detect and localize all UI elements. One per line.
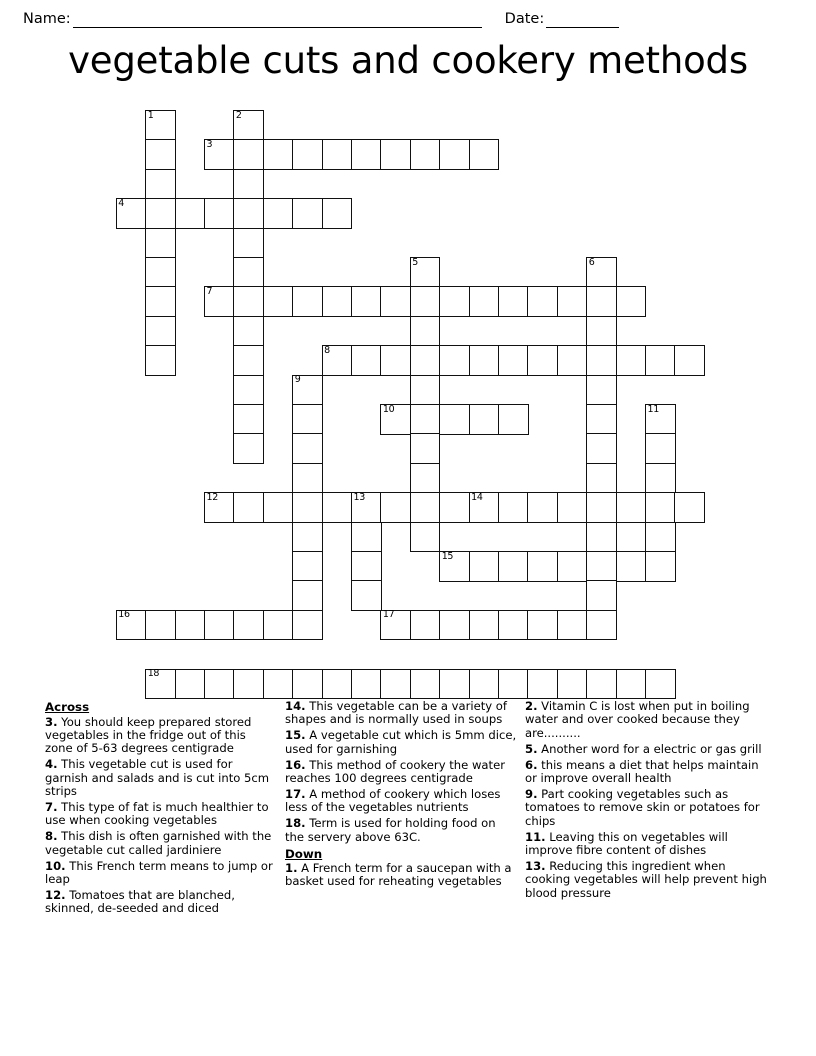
- grid-cell[interactable]: [410, 669, 441, 700]
- grid-cell[interactable]: [498, 551, 529, 582]
- grid-cell[interactable]: [145, 345, 176, 376]
- grid-cell-number: 17: [382, 609, 395, 621]
- grid-cell-number: 14: [471, 491, 483, 503]
- clue-list: [45, 700, 775, 918]
- grid-cell[interactable]: [410, 316, 441, 347]
- grid-cell-numbered[interactable]: [204, 286, 235, 317]
- grid-cell[interactable]: [586, 492, 617, 523]
- grid-cell[interactable]: [380, 492, 411, 523]
- grid-cell[interactable]: [322, 669, 353, 700]
- clue-number: 7.: [45, 799, 58, 814]
- clue-text: A method of cookery which loses less of the vegetables nutrients: [285, 786, 501, 815]
- grid-cell[interactable]: [410, 433, 441, 464]
- grid-cell[interactable]: [233, 257, 264, 288]
- grid-cell[interactable]: [586, 669, 617, 700]
- grid-cell-numbered[interactable]: [410, 257, 441, 288]
- grid-cell[interactable]: [645, 433, 676, 464]
- grid-cell[interactable]: [616, 286, 647, 317]
- grid-cell-numbered[interactable]: [116, 610, 147, 641]
- grid-cell[interactable]: [527, 345, 558, 376]
- grid-cell[interactable]: [469, 404, 500, 435]
- clue-down-5: [525, 743, 767, 756]
- grid-cell[interactable]: [175, 669, 206, 700]
- grid-cell-number: 3: [206, 138, 213, 150]
- clue-column-3: [525, 700, 775, 918]
- grid-cell-number: 15: [441, 550, 454, 562]
- grid-cell[interactable]: [586, 551, 617, 582]
- clue-text: This French term means to jump or leap: [45, 858, 273, 886]
- grid-cell[interactable]: [498, 404, 529, 435]
- grid-cell-number: 6: [588, 256, 595, 268]
- grid-cell[interactable]: [586, 404, 617, 435]
- grid-cell[interactable]: [498, 492, 529, 523]
- grid-cell[interactable]: [410, 610, 441, 641]
- grid-cell[interactable]: [439, 492, 470, 523]
- clue-number: 17.: [285, 786, 306, 801]
- grid-cell[interactable]: [410, 345, 441, 376]
- grid-cell[interactable]: [263, 198, 294, 229]
- clue-column-2: [285, 700, 525, 918]
- grid-cell[interactable]: [557, 669, 588, 700]
- clue-text: Tomatoes that are blanched, skinned, de-seeded and diced: [45, 887, 235, 916]
- grid-cell[interactable]: [380, 345, 411, 376]
- grid-cell-numbered[interactable]: [145, 669, 176, 700]
- clue-across-12: [45, 889, 277, 916]
- clue-number: 16.: [285, 757, 306, 772]
- clue-number: 4.: [45, 757, 58, 772]
- grid-cell[interactable]: [645, 551, 676, 582]
- grid-cell[interactable]: [351, 669, 382, 700]
- grid-cell[interactable]: [439, 610, 470, 641]
- grid-cell-numbered[interactable]: [380, 404, 411, 435]
- grid-cell[interactable]: [292, 669, 323, 700]
- grid-cell-numbered[interactable]: [586, 257, 617, 288]
- clue-number: 5.: [525, 741, 538, 756]
- grid-cell-number: 10: [382, 403, 395, 415]
- grid-cell[interactable]: [233, 139, 264, 170]
- grid-cell-numbered[interactable]: [439, 551, 470, 582]
- grid-cell[interactable]: [292, 139, 323, 170]
- grid-cell[interactable]: [145, 198, 176, 229]
- grid-cell[interactable]: [527, 286, 558, 317]
- clue-down-6: [525, 759, 767, 786]
- grid-cell-numbered[interactable]: [292, 375, 323, 406]
- grid-cell[interactable]: [439, 345, 470, 376]
- grid-cell-number: 13: [353, 491, 365, 503]
- grid-cell-numbered[interactable]: [204, 139, 235, 170]
- clue-across-16: [285, 759, 517, 786]
- clue-across-17: [285, 788, 517, 815]
- clue-across-7: [45, 801, 277, 828]
- grid-cell-number: 2: [235, 109, 242, 121]
- clue-across-4: [45, 758, 277, 798]
- clue-number: 10.: [45, 858, 66, 873]
- grid-cell[interactable]: [439, 669, 470, 700]
- grid-cell[interactable]: [557, 610, 588, 641]
- clue-across-3: [45, 716, 277, 756]
- grid-cell[interactable]: [586, 463, 617, 494]
- grid-cell[interactable]: [292, 580, 323, 611]
- grid-cell[interactable]: [263, 492, 294, 523]
- grid-cell-numbered[interactable]: [233, 110, 264, 141]
- grid-cell[interactable]: [586, 316, 617, 347]
- grid-cell[interactable]: [469, 139, 500, 170]
- grid-cell[interactable]: [233, 669, 264, 700]
- grid-cell[interactable]: [469, 345, 500, 376]
- clue-across-10: [45, 860, 277, 887]
- grid-cell[interactable]: [498, 669, 529, 700]
- grid-cell[interactable]: [322, 492, 353, 523]
- clue-across-8: [45, 830, 277, 857]
- grid-cell[interactable]: [380, 139, 411, 170]
- grid-cell[interactable]: [586, 580, 617, 611]
- grid-cell[interactable]: [292, 492, 323, 523]
- grid-cell[interactable]: [233, 198, 264, 229]
- grid-cell[interactable]: [527, 669, 558, 700]
- grid-cell[interactable]: [322, 198, 353, 229]
- grid-cell[interactable]: [439, 286, 470, 317]
- grid-cell[interactable]: [439, 139, 470, 170]
- grid-cell[interactable]: [233, 492, 264, 523]
- clue-text: A French term for a saucepan with a basket used for reheating vegetables: [285, 861, 512, 889]
- grid-cell[interactable]: [410, 522, 441, 553]
- grid-cell-number: 11: [647, 403, 659, 415]
- clue-number: 6.: [525, 757, 538, 772]
- grid-cell[interactable]: [351, 522, 382, 553]
- grid-cell[interactable]: [233, 228, 264, 259]
- clue-text: This vegetable cut is used for garnish and salads and is cut into 5cm strips: [45, 757, 270, 799]
- grid-cell-numbered[interactable]: [645, 404, 676, 435]
- grid-cell[interactable]: [204, 669, 235, 700]
- grid-cell[interactable]: [233, 345, 264, 376]
- grid-cell[interactable]: [557, 345, 588, 376]
- grid-cell[interactable]: [292, 522, 323, 553]
- grid-cell[interactable]: [351, 345, 382, 376]
- grid-cell[interactable]: [557, 492, 588, 523]
- grid-cell[interactable]: [233, 404, 264, 435]
- grid-cell[interactable]: [469, 610, 500, 641]
- clue-text: You should keep prepared stored vegetables in the fridge out of this zone of 5-63 degrees centigrade: [45, 714, 252, 756]
- grid-cell[interactable]: [498, 286, 529, 317]
- grid-cell[interactable]: [586, 375, 617, 406]
- grid-cell[interactable]: [469, 551, 500, 582]
- clue-down-13: [525, 860, 767, 900]
- grid-cell[interactable]: [586, 345, 617, 376]
- date-label: Date:: [504, 11, 545, 27]
- grid-cell-numbered[interactable]: [145, 110, 176, 141]
- grid-cell[interactable]: [645, 345, 676, 376]
- grid-cell[interactable]: [322, 286, 353, 317]
- clue-number: 15.: [285, 728, 306, 743]
- grid-cell[interactable]: [175, 198, 206, 229]
- clue-text: Term is used for holding food on the servery above 63C.: [285, 816, 496, 844]
- grid-cell[interactable]: [469, 669, 500, 700]
- grid-cell[interactable]: [410, 463, 441, 494]
- grid-cell[interactable]: [233, 433, 264, 464]
- grid-cell[interactable]: [527, 610, 558, 641]
- grid-cell[interactable]: [498, 610, 529, 641]
- clue-across-15: [285, 729, 517, 756]
- grid-cell[interactable]: [645, 463, 676, 494]
- down-heading: Down: [285, 846, 323, 861]
- grid-cell[interactable]: [410, 139, 441, 170]
- clue-number: 18.: [285, 816, 306, 831]
- clue-text: This dish is often garnished with the vegetable cut called jardiniere: [45, 829, 272, 857]
- grid-cell[interactable]: [380, 286, 411, 317]
- grid-cell[interactable]: [145, 257, 176, 288]
- grid-cell[interactable]: [410, 404, 441, 435]
- grid-cell[interactable]: [586, 433, 617, 464]
- grid-cell[interactable]: [292, 433, 323, 464]
- grid-cell[interactable]: [145, 286, 176, 317]
- grid-cell[interactable]: [616, 669, 647, 700]
- grid-cell[interactable]: [586, 522, 617, 553]
- grid-cell[interactable]: [233, 610, 264, 641]
- grid-cell[interactable]: [204, 610, 235, 641]
- grid-cell[interactable]: [263, 139, 294, 170]
- grid-cell[interactable]: [557, 551, 588, 582]
- grid-cell[interactable]: [292, 404, 323, 435]
- grid-cell[interactable]: [586, 610, 617, 641]
- clue-text: Another word for a electric or gas grill: [541, 741, 762, 756]
- clue-across-14: [285, 700, 517, 727]
- grid-cell-number: 4: [118, 197, 125, 209]
- grid-cell-number: 8: [324, 344, 330, 356]
- clue-number: 2.: [525, 699, 538, 713]
- grid-cell-number: 16: [118, 609, 130, 621]
- clue-number: 11.: [525, 829, 546, 844]
- grid-cell-number: 1: [147, 109, 154, 121]
- clue-number: 14.: [285, 699, 306, 713]
- grid-cell[interactable]: [263, 610, 294, 641]
- grid-cell[interactable]: [645, 669, 676, 700]
- grid-cell[interactable]: [616, 492, 647, 523]
- grid-cell-numbered[interactable]: [116, 198, 147, 229]
- clue-down-9: [525, 788, 767, 828]
- grid-cell[interactable]: [410, 375, 441, 406]
- grid-cell[interactable]: [351, 580, 382, 611]
- grid-cell-number: 9: [294, 374, 301, 386]
- grid-cell-numbered[interactable]: [351, 492, 382, 523]
- grid-cell[interactable]: [557, 286, 588, 317]
- grid-cell-numbered[interactable]: [322, 345, 353, 376]
- grid-cell[interactable]: [292, 198, 323, 229]
- grid-cell[interactable]: [410, 286, 441, 317]
- grid-cell[interactable]: [527, 492, 558, 523]
- grid-cell[interactable]: [145, 169, 176, 200]
- clue-text: Leaving this on vegetables will improve fibre content of dishes: [525, 829, 728, 858]
- name-label: Name:: [23, 11, 71, 27]
- across-heading: Across: [45, 700, 90, 714]
- grid-cell[interactable]: [674, 345, 705, 376]
- page-title: vegetable cuts and cookery methods: [68, 39, 748, 82]
- clue-number: 8.: [45, 829, 58, 844]
- clue-down-11: [525, 831, 767, 858]
- grid-cell[interactable]: [616, 551, 647, 582]
- grid-cell[interactable]: [645, 522, 676, 553]
- clue-across-18: [285, 817, 517, 844]
- grid-cell-number: 5: [412, 256, 419, 268]
- clue-number: 9.: [525, 786, 538, 801]
- grid-cell[interactable]: [616, 345, 647, 376]
- clue-text: This method of cookery the water reaches 100 degrees centigrade: [285, 757, 505, 786]
- grid-cell[interactable]: [351, 139, 382, 170]
- clue-text: this means a diet that helps maintain or improve overall health: [525, 757, 759, 786]
- grid-cell[interactable]: [145, 228, 176, 259]
- grid-cell-numbered[interactable]: [380, 610, 411, 641]
- grid-cell-number: 7: [206, 285, 213, 297]
- grid-cell[interactable]: [233, 316, 264, 347]
- grid-cell[interactable]: [322, 139, 353, 170]
- grid-cell-numbered[interactable]: [204, 492, 235, 523]
- grid-cell[interactable]: [204, 198, 235, 229]
- clue-text: Part cooking vegetables such as tomatoes to remove skin or potatoes for chips: [525, 786, 760, 828]
- grid-cell[interactable]: [292, 463, 323, 494]
- clue-number: 3.: [45, 714, 58, 729]
- clue-number: 12.: [45, 887, 66, 902]
- clue-down-1: [285, 862, 517, 889]
- grid-cell-number: 18: [147, 668, 160, 680]
- grid-cell[interactable]: [351, 286, 382, 317]
- grid-cell[interactable]: [439, 404, 470, 435]
- grid-cell[interactable]: [233, 375, 264, 406]
- clue-column-1: [45, 700, 285, 918]
- clue-text: A vegetable cut which is 5mm dice, used for garnishing: [285, 728, 517, 756]
- grid-cell[interactable]: [469, 286, 500, 317]
- grid-cell[interactable]: [263, 669, 294, 700]
- grid-cell[interactable]: [292, 551, 323, 582]
- grid-cell-numbered[interactable]: [469, 492, 500, 523]
- grid-cell[interactable]: [145, 610, 176, 641]
- clue-number: 13.: [525, 858, 546, 873]
- grid-cell[interactable]: [410, 492, 441, 523]
- clue-text: Reducing this ingredient when cooking vegetables will help prevent high blood pressure: [525, 858, 767, 900]
- grid-cell[interactable]: [145, 139, 176, 170]
- clue-down-2: [525, 700, 767, 740]
- grid-cell[interactable]: [498, 345, 529, 376]
- grid-cell[interactable]: [145, 316, 176, 347]
- grid-cell[interactable]: [527, 551, 558, 582]
- clue-text: This vegetable can be a variety of shapes and is normally used in soups: [285, 699, 507, 727]
- grid-cell[interactable]: [586, 286, 617, 317]
- clue-number: 1.: [285, 861, 298, 876]
- grid-cell[interactable]: [175, 610, 206, 641]
- grid-cell[interactable]: [292, 610, 323, 641]
- grid-cell[interactable]: [292, 286, 323, 317]
- grid-cell[interactable]: [645, 492, 676, 523]
- grid-cell[interactable]: [263, 286, 294, 317]
- grid-cell[interactable]: [674, 492, 705, 523]
- grid-cell[interactable]: [233, 286, 264, 317]
- clue-text: This type of fat is much healthier to use when cooking vegetables: [45, 799, 269, 828]
- grid-cell[interactable]: [351, 551, 382, 582]
- grid-cell[interactable]: [233, 169, 264, 200]
- grid-cell[interactable]: [380, 669, 411, 700]
- grid-cell-number: 12: [206, 491, 218, 503]
- clue-text: Vitamin C is lost when put in boiling water and over cooked because they are..........: [525, 699, 750, 740]
